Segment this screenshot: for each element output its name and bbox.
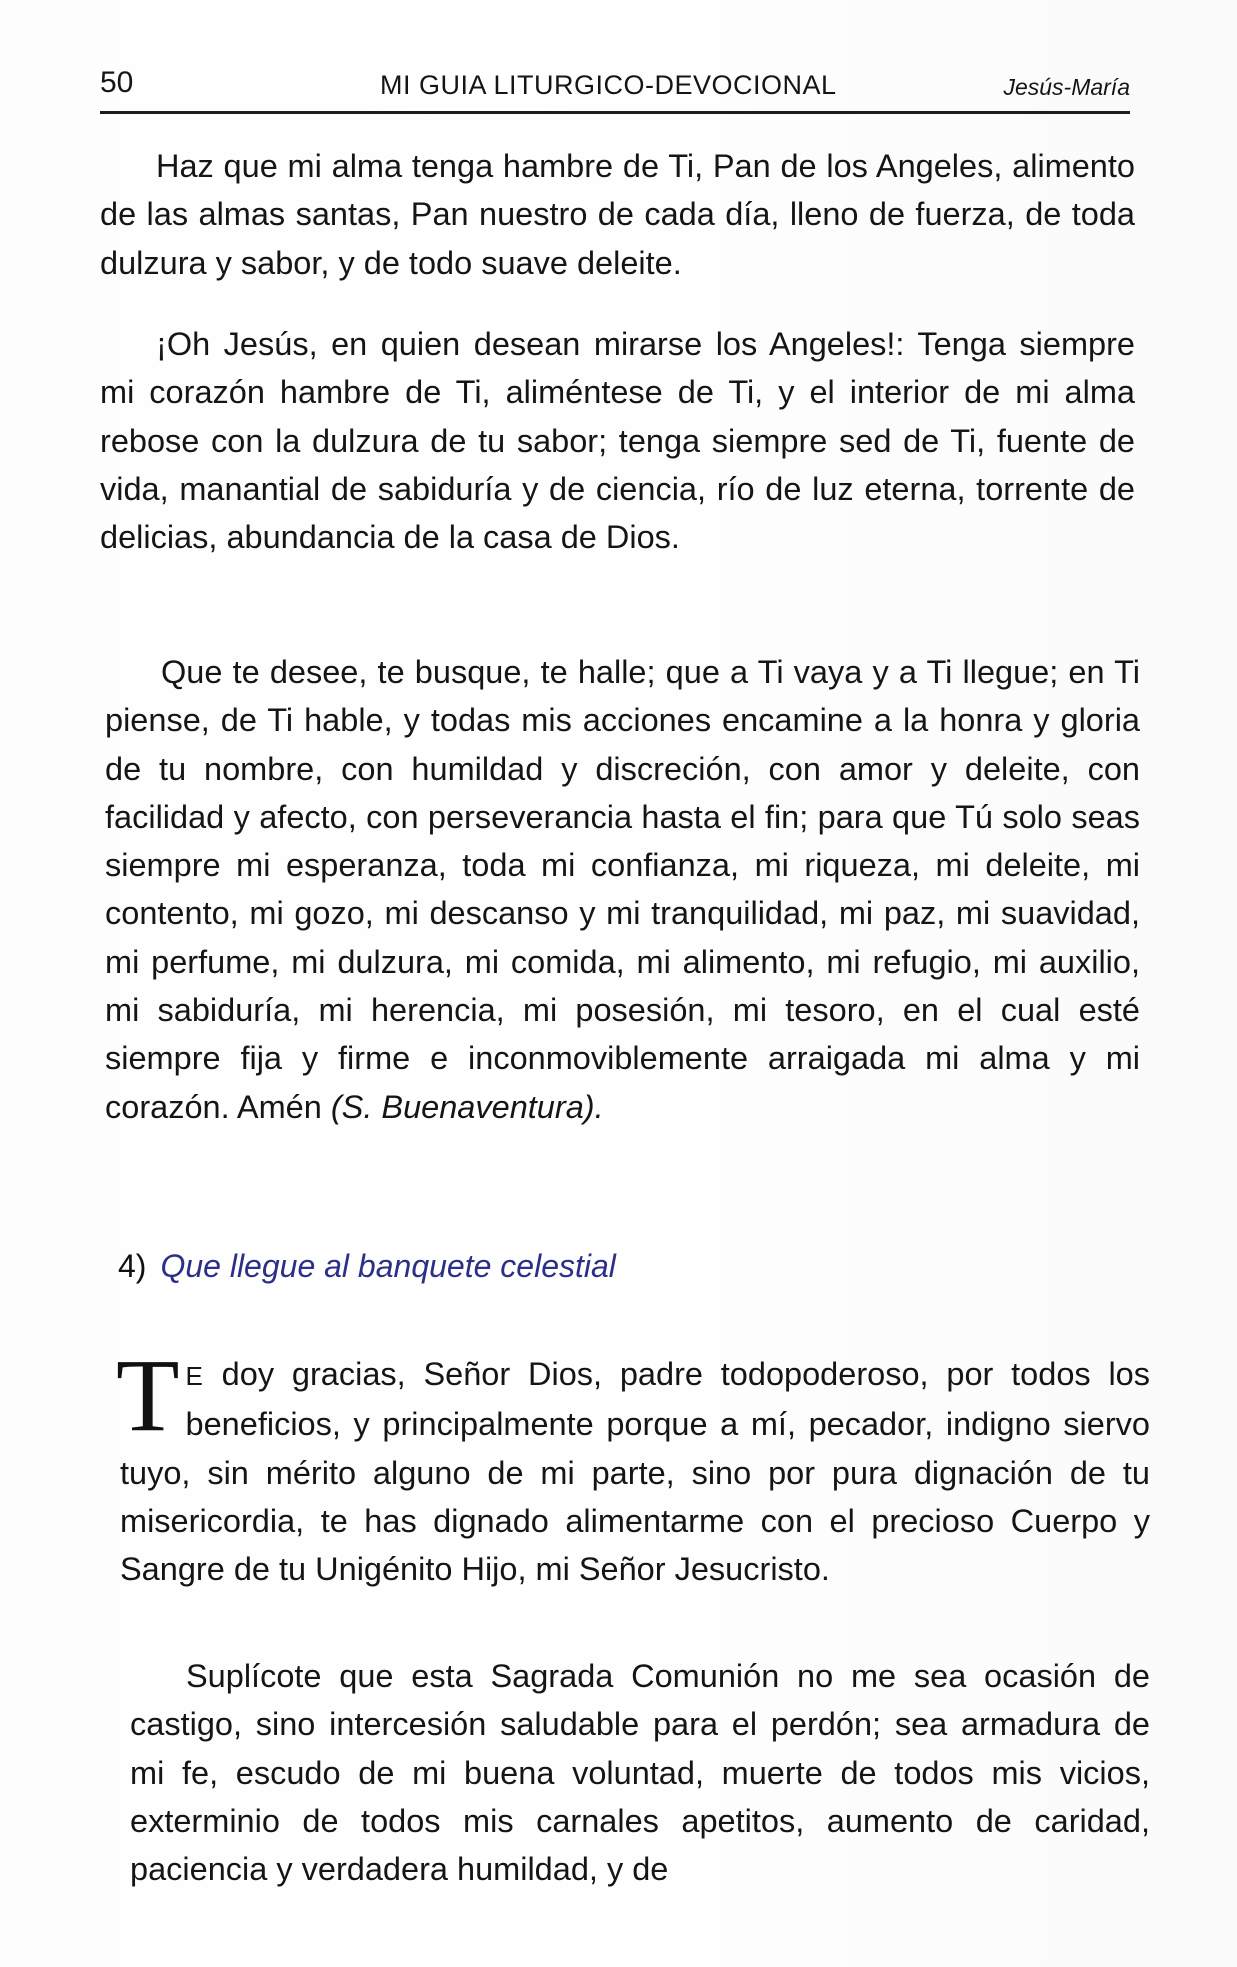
section-number: 4): [118, 1248, 147, 1284]
paragraph-que-te-desee: [105, 648, 1140, 1131]
drop-cap-tail: E: [185, 1361, 204, 1391]
section-title: Que llegue al banquete celestial: [160, 1248, 616, 1284]
drop-cap: T: [116, 1338, 180, 1453]
paragraph-que-te-desee-text: Que te desee, te busque, te halle; que a Ti vaya y a Ti llegue; en Ti piense, de Ti hable, y todas mis acciones encamine a la honra y gloria de tu nombre, con humildad y discreción, con amor y deleite, con facilidad y afecto, con perseverancia hasta el fin; para que Tú solo seas siempre mi esperanza, toda mi confianza, mi riqueza, mi deleite, mi contento, mi gozo, mi descanso y mi tranquilidad, mi paz, mi suavidad, mi perfume, mi dulzura, mi comida, mi alimento, mi refugio, mi auxilio, mi sabiduría, mi herencia, mi posesión, mi tesoro, en el cual esté siempre fija y firme e inconmoviblemente arraigada mi alma y mi corazón. Amén: [105, 654, 1140, 1125]
paragraph-oh-jesus: ¡Oh Jesús, en quien desean mirarse los Angeles!: Tenga siempre mi corazón hambre de Ti, aliméntese de Ti, y el interior de mi alma rebose con la dulzura de tu sabor; tenga siempre sed de Ti, fuente de vida, manantial de sabiduría y de ciencia, río de luz eterna, torrente de delicias, abundancia de la casa de Dios.: [100, 326, 1135, 556]
paragraph-pan-de-los-angeles: Haz que mi alma tenga hambre de Ti, Pan de los Angeles, alimento de las almas santas, Pan nuestro de cada día, lleno de fuerza, de toda dulzura y sabor, y de todo suave deleite.: [100, 148, 1135, 281]
running-header: [100, 62, 1130, 112]
paragraph-te-doy-gracias-text: doy gracias, Señor Dios, padre todopoderoso, por todos los beneficios, y principalmente porque a mí, pecador, indigno siervo tuyo, sin mérito alguno de mi parte, sino por pura dignación de tu misericordia, te has dignado alimentarme con el precioso Cuerpo y Sangre de tu Unigénito Hijo, mi Señor Jesucristo.: [120, 1356, 1150, 1588]
header-divider: [100, 111, 1130, 114]
header-motto: Jesús-María: [1003, 74, 1130, 100]
section-heading: [118, 1248, 616, 1285]
page-number: 50: [100, 66, 134, 99]
paragraph-te-doy-gracias: [116, 1338, 1150, 1593]
paragraph-suplicote: Suplícote que esta Sagrada Comunión no me sea ocasión de castigo, sino intercesión saludable para el perdón; sea armadura de mi fe, escudo de mi buena voluntad, muerte de todos mis vicios, exterminio de todos mis carnales apetitos, aumento de caridad, paciencia y verdadera humildad, y de: [130, 1658, 1150, 1888]
citation-buenaventura: (S. Buenaventura).: [330, 1088, 604, 1125]
book-title: MI GUIA LITURGICO-DEVOCIONAL: [380, 70, 837, 100]
